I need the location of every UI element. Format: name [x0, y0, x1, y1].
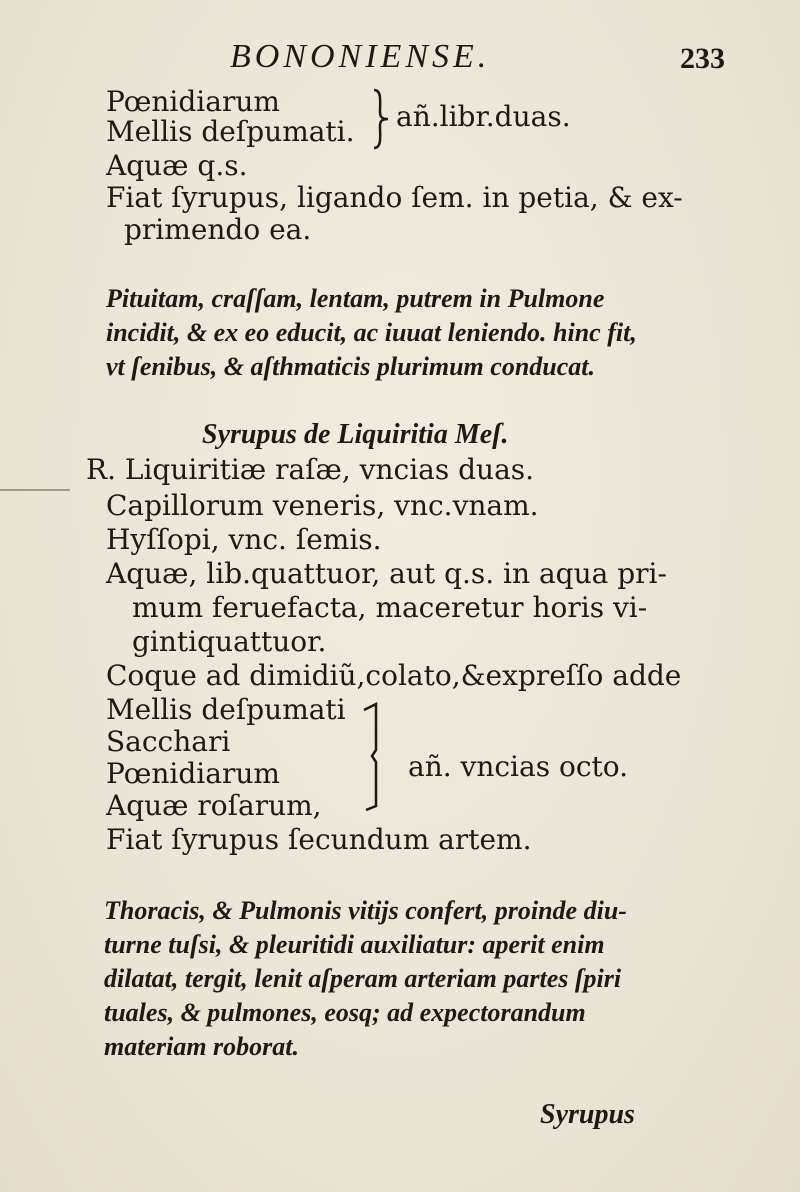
commentary-line: incidit, & ex eo educit, ac iuuat leniendo. hinc fit, — [106, 318, 637, 347]
commentary-line: vt ſenibus, & aſthmaticis plurimum conducat. — [106, 352, 595, 381]
running-header — [0, 28, 800, 78]
square-brace-icon — [360, 700, 390, 812]
recipe-line: Hyſſopi, vnc. ſemis. — [106, 523, 382, 556]
recipe-line: R. Liquiritiæ raſæ, vncias duas. — [86, 453, 535, 486]
recipe-line: Aquæ, lib.quattuor, aut q.s. in aqua pri- — [106, 557, 667, 590]
commentary-line: dilatat, tergit, lenit aſperam arteriam partes ſpiri — [104, 964, 622, 993]
recipe-line: Capillorum veneris, vnc.vnam. — [106, 489, 539, 522]
page-number: 233 — [680, 42, 725, 75]
quantity-label: añ. vncias octo. — [408, 750, 629, 783]
curly-brace-icon — [368, 88, 392, 150]
recipe-line: Mellis deſpumati. — [106, 115, 355, 148]
recipe-line: Sacchari — [106, 725, 231, 758]
recipe-line: Pœnidiarum — [106, 757, 280, 790]
recipe-line: Pœnidiarum — [106, 85, 280, 118]
margin-mark — [0, 489, 70, 491]
commentary-line: tuales, & pulmones, eosq; ad expectorandum — [104, 998, 586, 1027]
commentary-line: turne tuſsi, & pleuritidi auxiliatur: aperit enim — [104, 930, 605, 959]
commentary-line: materiam roborat. — [104, 1032, 300, 1061]
commentary-line: Pituitam, craſſam, lentam, putrem in Pulmone — [106, 284, 605, 313]
recipe-line: primendo ea. — [124, 213, 312, 246]
recipe-title: Syrupus de Liquiritia Meſ. — [202, 419, 509, 450]
catchword: Syrupus — [540, 1099, 635, 1130]
recipe-line: mum feruefacta, maceretur horis vi- — [132, 591, 648, 624]
quantity-label: añ.libr.duas. — [396, 100, 571, 133]
recipe-line: Coque ad dimidiũ,colato,&expreſſo adde — [106, 659, 682, 692]
commentary-line: Thoracis, & Pulmonis vitijs confert, proinde diu- — [104, 896, 627, 925]
recipe-line: Mellis deſpumati — [106, 693, 346, 726]
recipe-line: Fiat ſyrupus ſecundum artem. — [106, 823, 532, 856]
running-title: BONONIENSE. — [230, 38, 491, 75]
recipe-line: Aquæ roſarum, — [106, 789, 322, 822]
recipe-line: Fiat ſyrupus, ligando ſem. in petia, & ex- — [106, 181, 683, 214]
recipe-line: Aquæ q.s. — [106, 149, 248, 182]
recipe-line: gintiquattuor. — [132, 625, 327, 658]
